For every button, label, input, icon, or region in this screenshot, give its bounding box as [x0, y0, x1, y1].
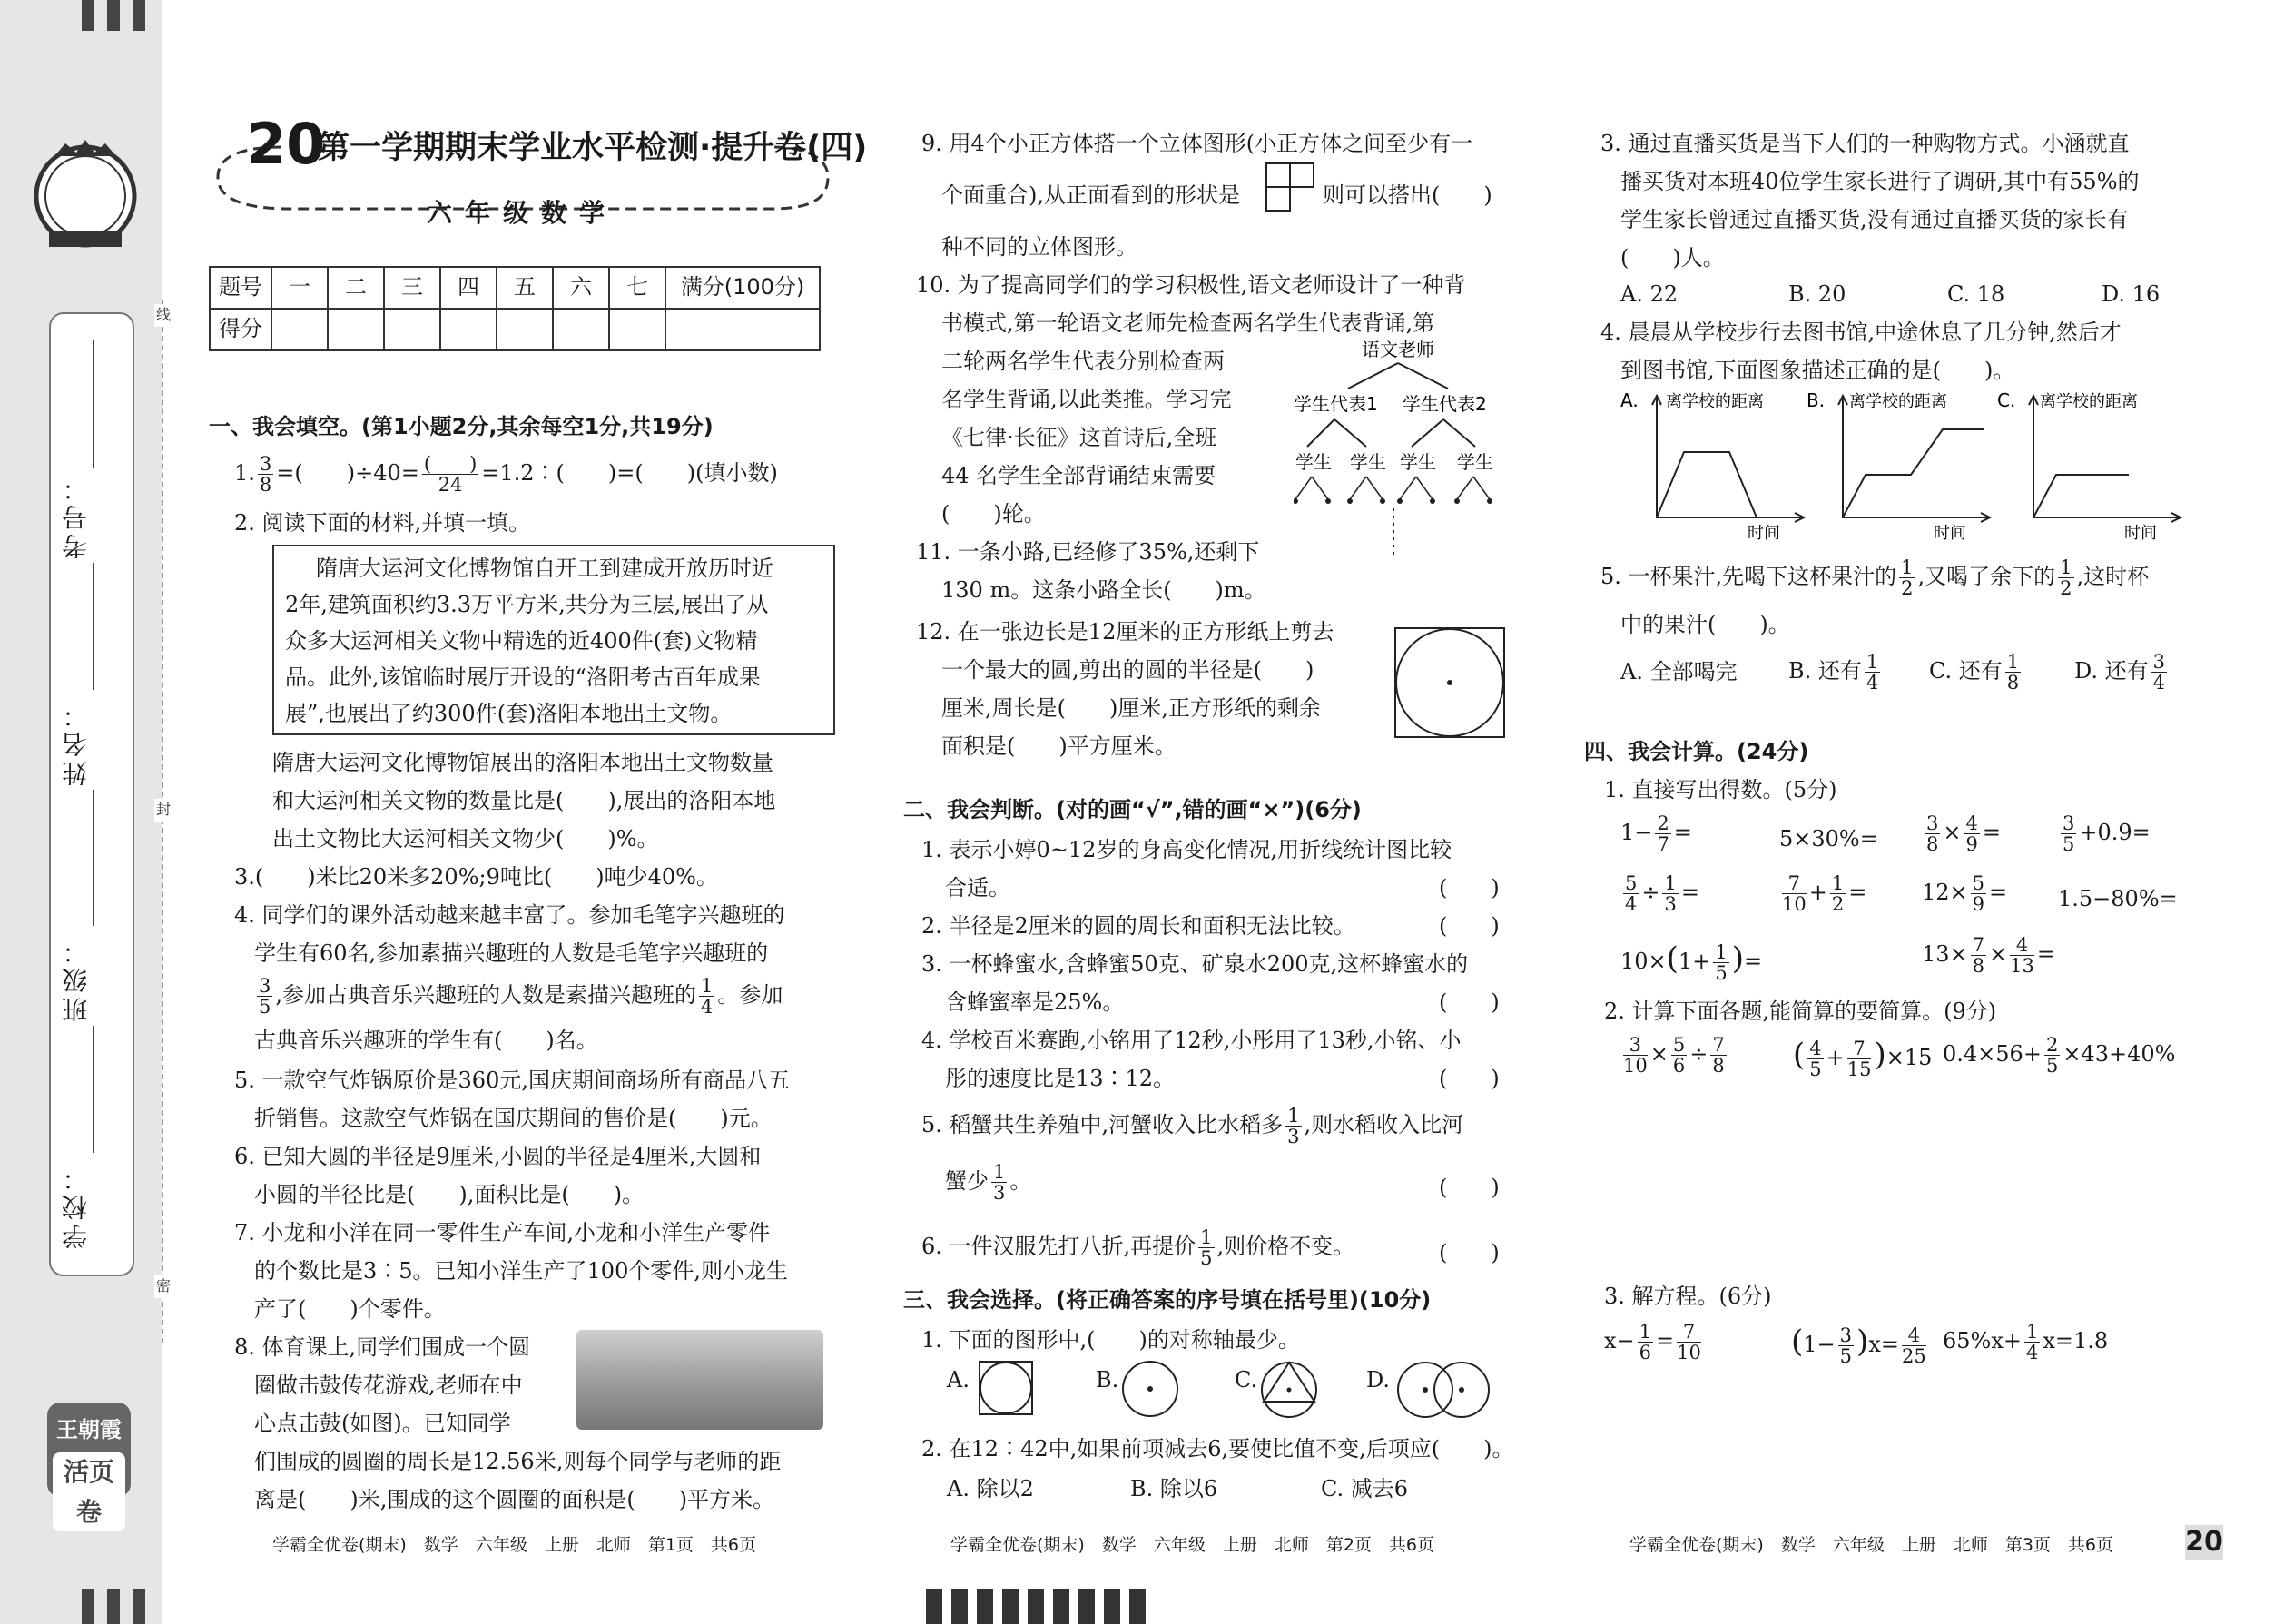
svg-text:学生: 学生 [1295, 451, 1332, 473]
q5: 5. 一款空气炸锅原价是360元,国庆期间商场所有商品八五 [234, 1068, 790, 1093]
fold-char-feng: 封 [154, 799, 172, 822]
paper-number: 20 [247, 111, 326, 177]
choice-5: 5. 一杯果汁,先喝下这杯果汁的 $\frac{1}{2}$ ,又喝了余下的 $\frac{1}{2}$ ,这时杯 [1600, 556, 2150, 600]
distance-time-graphs [1620, 389, 2210, 543]
judge-5: 5. 稻蟹共生养殖中,河蟹收入比水稻多 $\frac{1}{3}$ ,则水稻收入比河 [921, 1105, 1464, 1148]
paper-title: 第一学期期末学业水平检测·提升卷(四) [318, 130, 868, 166]
q11: 11. 一条小路,已经修了35%,还剩下 [916, 539, 1260, 565]
student-info-card [49, 312, 134, 1276]
footer-page-2: 学霸全优卷(期末) 数学 六年级 上册 北师 第2页 共6页 [950, 1535, 1435, 1555]
section-4-heading: 四、我会计算。(24分) [1584, 739, 1809, 764]
option-a-square-circle [978, 1360, 1034, 1416]
score-table: 题号 一 二 三 四 五 六 七 满分(100分) 得分 [209, 266, 821, 351]
footer-page-3: 学霸全优卷(期末) 数学 六年级 上册 北师 第3页 共6页 [1629, 1535, 2114, 1555]
q8: 8. 体育课上,同学们围成一个圆 [234, 1334, 531, 1360]
q3: 3.( )米比20米多20%;9吨比( )吨少40%。 [234, 864, 718, 890]
calc-direct-heading: 1. 直接写出得数。(5分) [1604, 777, 1837, 802]
svg-text:时间: 时间 [2124, 524, 2157, 543]
column-2: 9. 用4个小正方体搭一个立体图形(小正方体之间至少有一 个面重合),从正面看到的形状是 则可以搭出( ) 种不同的立体图形。 10. 为了提高同学们的学习积极性,语文老师设计了一种背 书模式,第一轮语文老师先检查两名学生代表背诵,第 二轮两名学生代表分别检查两 名学生背诵,以此类推。学习完 《七律·长征》这首诗后,全班 44 名学生全部背诵结束需要 ( )轮。 语文老师 学生代表1 学生代表2 学生 学生 学生 学生 11. 一条小路,已经修了35%,还剩下 130 m。这条小路全长( )m。 12. 在一张边长是12厘米的正方形纸上剪去 一个最大的圆,剪出的圆的半径是( ) 厘米,周长是( )厘米,正方形纸的剩余 面积是( )平方厘米。 二、我会判断。(对的画“√”,错的画“×”)(6分) 1. 表示小婷0~12岁的身高变化情况,用折线统计图比较 合适。 ( ) 2. 半径是2厘米的圆的周长和面积无法比较。 ( ) 3. 一杯蜂蜜水,含蜂蜜50克、矿泉水200克,这杯蜂蜜水的 含蜂蜜率是25%。 ( ) 4. 学校百米赛跑,小铭用了12秒,小彤用了13秒,小铭、小 彤的速度比是13∶12。 ( ) 5. 稻蟹共生养殖中,河蟹收入比水稻多 $\frac{1}{3}$ ,则水稻收入比河 蟹少 $\frac{1}{3}$ 。 ( ) 6. 一件汉服先打八折,再提价 $\frac{1}{5}$ ,则价格不变。 ( ) 三、我会选择。(将正确答案的序号填在括号里)(10分) 1. 下面的图形中,( )的对称轴最少。 A. B. C. D. 2. 在12∶42中,如果前项减去6,要使比值不变,后项应( )。 A. 除以2 B. 除以6 C. 减去6 学霸全优卷(期末) 数学 六年级 上册 北师 第2页 共6页 [903, 0, 1530, 1624]
svg-text:离学校的距离: 离学校的距离 [1849, 392, 1947, 411]
option-b-circle-center [1121, 1360, 1179, 1418]
square-with-circle [1393, 626, 1506, 739]
q2: 2. 阅读下面的材料,并填一填。 [234, 510, 531, 536]
choice-4: 4. 晨晨从学校步行去图书馆,中途休息了几分钟,然后才 [1600, 320, 2122, 345]
fold-char-mi: 密 [154, 1275, 172, 1298]
paper-subtitle: 六年级数学 [427, 198, 618, 228]
svg-text:语文老师: 语文老师 [1362, 339, 1434, 360]
svg-text:学生: 学生 [1400, 451, 1436, 473]
svg-text:A.: A. [1620, 389, 1639, 411]
svg-text:离学校的距离: 离学校的距离 [1666, 392, 1764, 411]
svg-text:C.: C. [1997, 389, 2016, 411]
choice-2: 2. 在12∶42中,如果前项减去6,要使比值不变,后项应( )。 [921, 1436, 1514, 1462]
column-3: 3. 通过直播买货是当下人们的一种购物方式。小涵就直 播买货对本班40位学生家长进行了调研,其中有55%的 学生家长曾通过直播买货,没有通过直播买货的家长有 ( )人。 A. 22 B. 20 C. 18 D. 16 4. 晨晨从学校步行去图书馆,中途休息了几分钟,然后才 到图书馆,下面图象描述正确的是( )。 A. 离学校的距离 B. 离学校的距离 C. 离学校的距离 时间 时间 时间 5. 一杯果汁,先喝下这杯果汁的 $\frac{1}{2}$ ,又喝了余下的 $\frac{1}{2}$ ,这时杯 中的果汁( )。 A. 全部喝完 B. 还有 $\frac{1}{4}$ C. 还有 $\frac{1}{8}$ D. 还有 $\frac{3}{4}$ 四、我会计算。(24分) 1. 直接写出得数。(5分) 1− $\frac{2}{7}$ = 5×30%= $\frac{3}{8}$ × $\frac{4}{9}$ = $\frac{3}{5}$ +0.9= $\frac{5}{4}$ ÷ $\frac{1}{3}$ = $\frac{7}{10}$ + $\frac{1}{2}$ = 12× $\frac{5}{9}$ = 1.5−80%= 10×(1+ $\frac{1}{5}$ )= 13× $\frac{7}{8}$ × $\frac{4}{13}$ = 2. 计算下面各题,能简算的要简算。(9分) $\frac{3}{10}$ × $\frac{5}{6}$ ÷ $\frac{7}{8}$ ( $\frac{4}{5}$ + $\frac{7}{15}$ )×15 0.4×56+ $\frac{2}{5}$ ×43+40% 3. 解方程。(6分) x− $\frac{1}{6}$ = $\frac{7}{10}$ (1− $\frac{3}{5}$ )x= $\frac{4}{25}$ 65%x+ $\frac{1}{4}$ x=1.8 学霸全优卷(期末) 数学 六年级 上册 北师 第3页 共6页 [1584, 0, 2220, 1624]
school-label: 学校： [61, 1162, 91, 1249]
name-label: 姓名： [61, 699, 91, 786]
column-1: 20 第一学期期末学业水平检测·提升卷(四) 六年级数学 题号 一 二 三 四 五 六 七 满分(100分) 得分 一、我会填空。(第1小题2分,其余每空1分,共19分) 1. $\frac{3}{8}$ =( )÷40= $\frac{( )}{24}$ =1.2∶( )=( )(填小数) 2. 阅读下面的材料,并填一填。 隋唐大运河文化博物馆自开工到建成开放历时近 2年,建筑面积约3.3万平方米,共分为三层,展出了从 众多大运河相关文物中精选的近400件(套)文物精 品。此外,该馆临时展厅开设的“洛阳考古百年成果 展”,也展出了约300件(套)洛阳本地出土文物。 隋唐大运河文化博物馆展出的洛阳本地出土文物数量 和大运河相关文物的数量比是( ),展出的洛阳本地 出土文物比大运河相关文物少( )%。 3.( )米比20米多20%;9吨比( )吨少40%。 4. 同学们的课外活动越来越丰富了。参加毛笔字兴趣班的 学生有60名,参加素描兴趣班的人数是毛笔字兴趣班的 $\frac{3}{5}$ ,参加古典音乐兴趣班的人数是素描兴趣班的 $\frac{1}{4}$ 。参加 古典音乐兴趣班的学生有( )名。 5. 一款空气炸锅原价是360元,国庆期间商场所有商品八五 折销售。这款空气炸锅在国庆期间的售价是( )元。 6. 已知大圆的半径是9厘米,小圆的半径是4厘米,大圆和 小圆的半径比是( ),面积比是( )。 7. 小龙和小洋在同一零件生产车间,小龙和小洋生产零件 的个数比是3∶5。已知小洋生产了100个零件,则小龙生 产了( )个零件。 8. 体育课上,同学们围成一个圆 圈做击鼓传花游戏,老师在中 心点击鼓(如图)。已知同学 们围成的圆圈的周长是12.56米,则每个同学与老师的距 离是( )米,围成的这个圆圈的面积是( )平方米。 学霸全优卷(期末) 数学 六年级 上册 北师 第1页 共6页 [209, 0, 835, 1624]
exam-number-label: 考号： [61, 472, 91, 559]
judge-2: 2. 半径是2厘米的圆的周长和面积无法比较。 [921, 913, 1355, 939]
q10: 10. 为了提高同学们的学习积极性,语文老师设计了一种背 [916, 272, 1466, 298]
option-d-two-circles [1393, 1360, 1493, 1420]
section-3-heading: 三、我会选择。(将正确答案的序号填在括号里)(10分) [903, 1287, 1432, 1313]
svg-text:离学校的距离: 离学校的距离 [2040, 392, 2138, 411]
svg-text:学生: 学生 [1350, 451, 1386, 473]
logo-seal [29, 136, 142, 252]
q7: 7. 小龙和小洋在同一零件生产车间,小龙和小洋生产零件 [234, 1220, 771, 1245]
choice-1: 1. 下面的图形中,( )的对称轴最少。 [921, 1327, 1300, 1353]
page-number: 20 [2185, 1526, 2223, 1558]
brand-badge: 王朝霞 活页卷 [47, 1403, 131, 1497]
q9: 9. 用4个小正方体搭一个立体图形(小正方体之间至少有一 [921, 131, 1473, 156]
calc-simplify-heading: 2. 计算下面各题,能简算的要简算。(9分) [1604, 999, 1997, 1024]
q12: 12. 在一张边长是12厘米的正方形纸上剪去 [916, 619, 1334, 645]
q6: 6. 已知大圆的半径是9厘米,小圆的半径是4厘米,大圆和 [234, 1144, 762, 1169]
svg-text:时间: 时间 [1934, 524, 1966, 543]
q4: 4. 同学们的课外活动越来越丰富了。参加毛笔字兴趣班的 [234, 902, 785, 928]
judge-6: 6. 一件汉服先打八折,再提价 $\frac{1}{5}$ ,则价格不变。 [921, 1226, 1355, 1270]
section-2-heading: 二、我会判断。(对的画“√”,错的画“×”)(6分) [903, 797, 1362, 822]
footer-page-1: 学霸全优卷(期末) 数学 六年级 上册 北师 第1页 共6页 [272, 1535, 757, 1555]
recitation-tree-diagram [1294, 336, 1530, 563]
judge-1: 1. 表示小婷0~12岁的身高变化情况,用折线统计图比较 [921, 837, 1452, 862]
svg-text:学生代表1: 学生代表1 [1294, 393, 1378, 415]
choice-3: 3. 通过直播买货是当下人们的一种购物方式。小涵就直 [1600, 131, 2130, 156]
fold-line [162, 300, 163, 1343]
front-view-shape [1265, 162, 1317, 214]
svg-text:学生代表2: 学生代表2 [1403, 393, 1487, 415]
svg-text:B.: B. [1807, 389, 1826, 411]
svg-text:时间: 时间 [1748, 524, 1780, 543]
option-c-circle-triangle [1259, 1360, 1319, 1420]
fold-char-xian: 线 [154, 304, 172, 327]
equation-heading: 3. 解方程。(6分) [1604, 1284, 1772, 1309]
class-label: 班级： [61, 935, 91, 1022]
judge-4: 4. 学校百米赛跑,小铭用了12秒,小彤用了13秒,小铭、小 [921, 1028, 1462, 1053]
q1: 1. $\frac{3}{8}$ =( )÷40= $\frac{( )}{24}$ =1.2∶( )=( )(填小数) [234, 453, 778, 497]
svg-text:学生: 学生 [1457, 451, 1493, 473]
judge-3: 3. 一杯蜂蜜水,含蜂蜜50克、矿泉水200克,这杯蜂蜜水的 [921, 951, 1469, 977]
section-1-heading: 一、我会填空。(第1小题2分,其余每空1分,共19分) [209, 414, 714, 439]
students-circle-photo [576, 1330, 823, 1430]
